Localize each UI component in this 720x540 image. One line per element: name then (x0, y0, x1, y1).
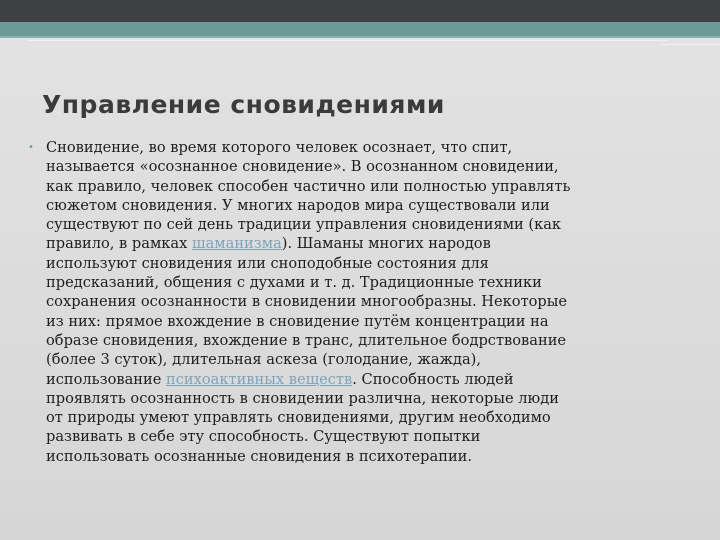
text-line: предсказаний, общения с духами и т. д. Традиционные техники (46, 274, 542, 292)
link-psychoactive-substances[interactable]: психоактивных веществ (166, 370, 353, 388)
text-line: используют сновидения или сноподобные состояния для (46, 254, 489, 272)
text-line: сюжетом сновидения. У многих народов мира существовали или (46, 196, 550, 214)
bullet-icon: • (28, 142, 34, 153)
text-line: использовать осознанные сновидения в психотерапии. (46, 447, 473, 465)
top-band (0, 0, 720, 22)
text-fragment: . Способность людей (352, 370, 514, 388)
text-line: развивать в себе эту способность. Существуют попытки (46, 428, 481, 446)
text-line: от природы умеют управлять сновидениями, другим необходимо (46, 409, 551, 427)
text-line: называется «осознанное сновидение». В осознанном сновидении, (46, 158, 559, 176)
text-line: проявлять осознанность в сновидении различна, некоторые люди (46, 389, 559, 407)
decorative-rule (28, 40, 668, 41)
text-line: образе сновидения, вхождение в транс, длительное бодрствование (46, 331, 567, 349)
decorative-corner-rule (662, 44, 720, 45)
text-line: сохранения осознанности в сновидении многообразны. Некоторые (46, 293, 568, 311)
text-line (46, 234, 698, 253)
text-line: Сновидение, во время которого человек осознает, что спит, (46, 139, 513, 156)
text-fragment: ). Шаманы многих народов (281, 235, 491, 253)
text-line (46, 370, 698, 389)
text-fragment: использование (46, 370, 167, 388)
bullet-text (46, 138, 698, 466)
slide-title: Управление сновидениями (42, 90, 445, 119)
text-line: из них: прямое вхождение в сновидение путём концентрации на (46, 312, 549, 330)
link-shamanism[interactable]: шаманизма (192, 235, 282, 253)
text-line: (более 3 суток), длительная аскеза (голодание, жажда), (46, 351, 482, 369)
accent-line (0, 36, 720, 38)
slide-body (28, 138, 698, 466)
text-line: существуют по сей день традиции управления сновидениями (как (46, 216, 562, 234)
text-fragment: правило, в рамках (46, 235, 192, 253)
text-line: как правило, человек способен частично или полностью управлять (46, 177, 571, 195)
bullet-item (28, 138, 698, 466)
accent-bar (0, 22, 720, 36)
